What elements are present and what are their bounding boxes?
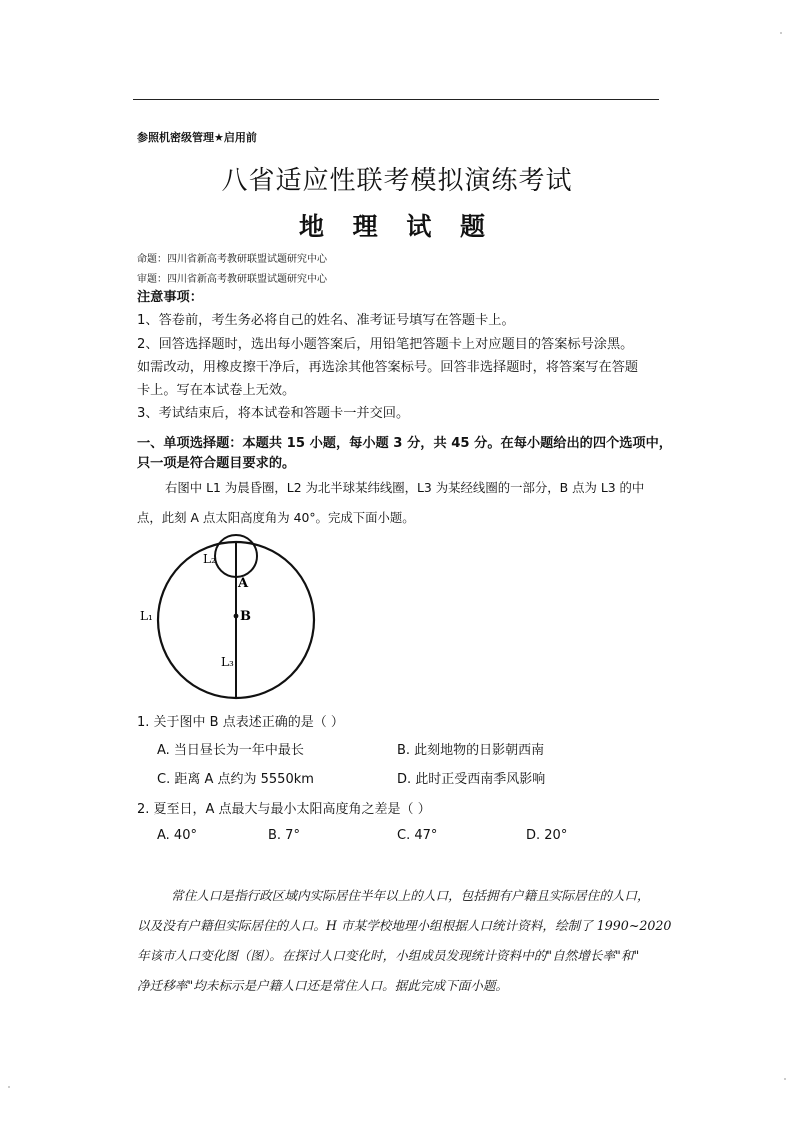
question-1-stem: 1. 关于图中 B 点表述正确的是（ ） [137, 715, 344, 730]
setter-line: 命题：四川省新高考教研联盟试题研究中心 [137, 254, 327, 265]
section1-heading-line2: 只一项是符合题目要求的。 [137, 456, 296, 471]
passage-line3: 年该市人口变化图（图）。在探讨人口变化时，小组成员发现统计资料中的"自然增长率"和" [137, 948, 640, 963]
intro-line1: 右图中 L1 为晨昏圈，L2 为北半球某纬线圈，L3 为某经线圈的一部分，B 点为 L3 的中 [165, 480, 645, 495]
q1-option-c: C. 距离 A 点约为 5550km [157, 772, 314, 787]
point-b [234, 614, 239, 619]
scan-speck [780, 32, 782, 34]
label-b: B [240, 609, 251, 624]
secret-label: 参照机密级管理★启用前 [137, 131, 257, 144]
note-item-3: 3、考试结束后，将本试卷和答题卡一并交回。 [137, 406, 410, 421]
passage-line2: 以及没有户籍但实际居住的人口。H 市某学校地理小组根据人口统计资料，绘制了 1990~2020 [137, 918, 672, 933]
note-item-2-line3: 卡上。写在本试卷上无效。 [137, 383, 296, 398]
subject-title: 地 理 试 题 [298, 212, 496, 241]
q2-option-c: C. 47° [397, 828, 438, 843]
notes-heading: 注意事项： [137, 290, 203, 305]
q1-option-a: A. 当日昼长为一年中最长 [157, 743, 304, 758]
label-l3: L₃ [221, 655, 234, 669]
passage-line4: 净迁移率"均未标示是户籍人口还是常住人口。据此完成下面小题。 [137, 978, 509, 993]
q2-option-d: D. 20° [526, 828, 568, 843]
reviewer-line: 审题：四川省新高考教研联盟试题研究中心 [137, 274, 327, 285]
top-rule [133, 99, 659, 100]
exam-title: 八省适应性联考模拟演练考试 [221, 166, 573, 196]
note-item-2-line1: 2、回答选择题时，选出每小题答案后，用铅笔把答题卡上对应题目的答案标号涂黑。 [137, 337, 634, 352]
earth-diagram [130, 530, 330, 705]
scan-speck [8, 1086, 10, 1088]
q1-option-b: B. 此刻地物的日影朝西南 [397, 743, 545, 758]
intro-line2: 点，此刻 A 点太阳高度角为 40°。完成下面小题。 [137, 510, 415, 525]
scan-speck [784, 1078, 786, 1080]
label-l2: L₂ [203, 552, 216, 566]
label-l1: L₁ [140, 609, 153, 623]
label-a: A [238, 576, 249, 591]
note-item-1: 1、答卷前，考生务必将自己的姓名、准考证号填写在答题卡上。 [137, 313, 515, 328]
section1-heading-line1: 一、单项选择题：本题共 15 小题，每小题 3 分，共 45 分。在每小题给出的四个选项中， [137, 436, 672, 451]
q2-option-b: B. 7° [268, 828, 300, 843]
note-item-2-line2: 如需改动，用橡皮擦干净后，再选涂其他答案标号。回答非选择题时，将答案写在答题 [137, 360, 639, 375]
passage-line1: 常住人口是指行政区域内实际居住半年以上的人口，包括拥有户籍且实际居住的人口， [171, 888, 650, 903]
question-2-stem: 2. 夏至日，A 点最大与最小太阳高度角之差是（ ） [137, 802, 431, 817]
q2-option-a: A. 40° [157, 828, 197, 843]
q1-option-d: D. 此时正受西南季风影响 [397, 772, 546, 787]
